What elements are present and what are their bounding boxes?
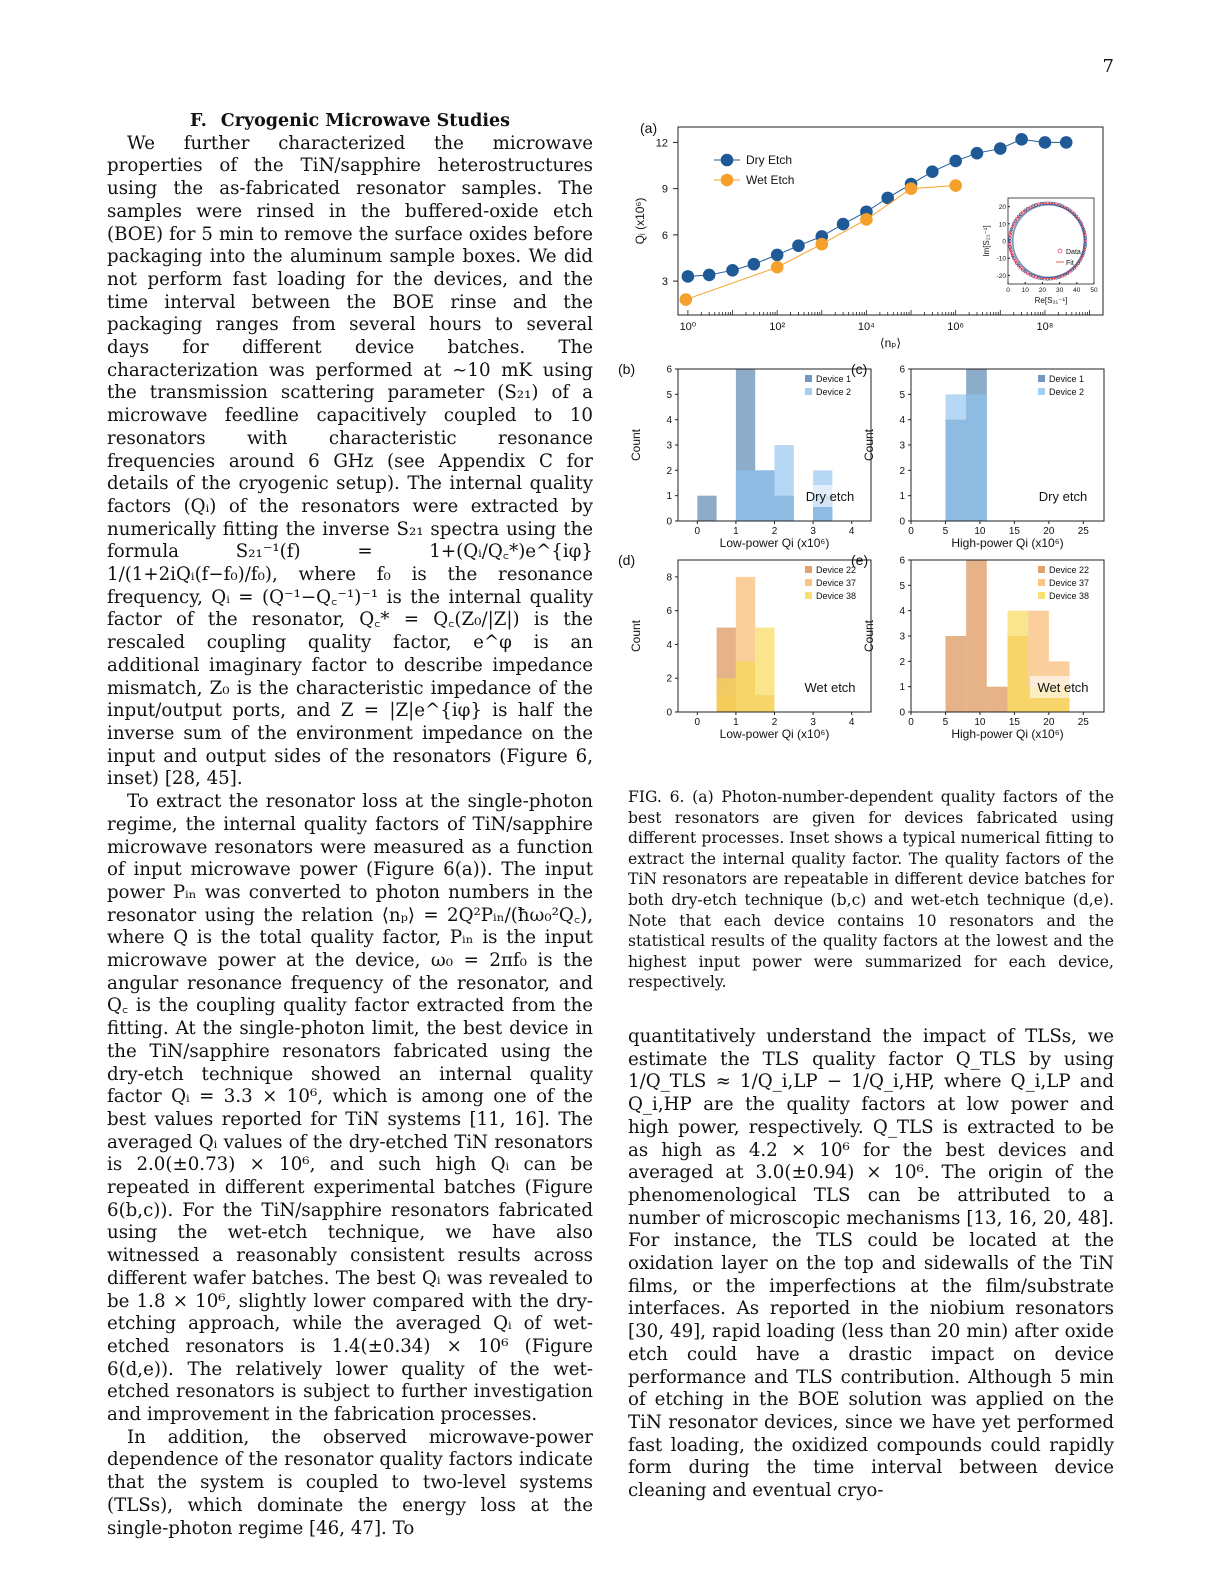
- tick-label: 10⁶: [947, 321, 965, 333]
- data-point: [1060, 136, 1073, 149]
- tick-label: 2: [666, 465, 672, 477]
- tick-label: 0: [908, 526, 914, 537]
- tick-label: -20: [996, 272, 1006, 280]
- tick-label: 5: [666, 389, 672, 401]
- legend-swatch: [1038, 592, 1045, 599]
- paragraph: In addition, the observed microwave-power dependence of the resonator quality factors indicate that the system is coupled to two-level systems (TLSs), which dominate the energy loss at the single-photon regime [46, 47]. To: [107, 1426, 593, 1539]
- tick-label: 2: [899, 656, 905, 668]
- data-point: [726, 264, 739, 277]
- panel-annotation: Wet etch: [804, 680, 856, 695]
- histogram-bar: [966, 560, 987, 712]
- histogram-bar: [736, 470, 755, 521]
- paragraph: We further characterized the microwave properties of the TiN/sapphire heterostructures using the as-fabricated resonator samples. The samples were rinsed in the buffered-oxide etch (BOE) for 5 min to remove the surface oxides before packaging into the aluminum sample boxes. We did not perform fast loading for the devices, and the time interval between the BOE rinse and the packaging ranges from several hours to several days for different device batches. The characterization was performed at ∼10 mK using the transmission scattering parameter (S₂₁) of a microwave feedline capacitively coupled to 10 resonators with characteristic resonance frequencies around 6 GHz (see Appendix C for details of the cryogenic setup). The internal quality factors (Qᵢ) of the resonators were extracted by numerically fitting the inverse S₂₁ spectra using the formula S₂₁⁻¹(f) = 1+(Qᵢ/Q꜀*)e^{iφ} 1/(1+2iQᵢ(f−f₀)/f₀), where f₀ is the resonance frequency, Qᵢ = (Q⁻¹−Q꜀⁻¹)⁻¹ is the internal quality factor of the resonator, Q꜀* = Q꜀(Z₀/|Z|) is the rescaled coupling quality factor, e^φ is an additional imaginary factor to describe impedance mismatch, Z₀ is the characteristic impedance of the input/output ports, and Z = |Z|e^{iφ} is half the inverse sum of the environment impedance on the input and output sides of the resonators (Figure 6, inset) [28, 45].: [107, 132, 593, 790]
- tick-label: 1: [899, 682, 905, 694]
- tick-label: 30: [1055, 287, 1064, 294]
- tick-label: 5: [899, 580, 905, 592]
- data-point: [703, 269, 716, 282]
- legend-swatch: [805, 566, 812, 573]
- right-column: [628, 1026, 1114, 1503]
- tick-label: 6: [666, 606, 672, 618]
- section-number: F.: [190, 111, 207, 131]
- y-axis-label: Count: [862, 428, 876, 462]
- legend-label: Device 38: [816, 591, 857, 601]
- tick-label: 6: [899, 555, 905, 567]
- tick-label: 1: [733, 717, 739, 728]
- tick-label: 4: [899, 415, 905, 427]
- tick-label: 3: [810, 717, 816, 728]
- histogram-bar: [945, 636, 966, 712]
- data-point: [905, 182, 918, 195]
- tick-label: 20: [1038, 287, 1047, 294]
- tick-label: 4: [899, 606, 905, 618]
- legend-label: Device 2: [1049, 387, 1085, 397]
- histogram-bar: [1008, 611, 1029, 712]
- series-wet-etch: [680, 173, 962, 306]
- data-point: [994, 142, 1007, 155]
- data-point: [1039, 136, 1052, 149]
- tick-label: 2: [771, 526, 778, 537]
- tick-label: 6: [661, 229, 668, 242]
- figure-6: [618, 115, 1114, 755]
- tick-label: 12: [655, 137, 668, 150]
- legend-marker: [721, 154, 734, 167]
- tick-label: 10: [974, 717, 986, 728]
- tick-label: 5: [899, 389, 905, 401]
- tick-label: 10⁴: [857, 321, 875, 333]
- data-point: [771, 261, 784, 274]
- panel-b: [618, 361, 871, 550]
- legend-swatch: [1038, 388, 1045, 395]
- tick-label: 25: [1077, 526, 1089, 537]
- tick-label: -10: [996, 255, 1006, 263]
- tick-label: 15: [1008, 717, 1020, 728]
- histogram-bar: [966, 394, 987, 521]
- tick-label: 15: [1008, 526, 1020, 537]
- tick-label: 10: [1021, 287, 1029, 294]
- legend-label: Device 1: [816, 374, 852, 384]
- x-axis-label: ⟨nₚ⟩: [879, 336, 902, 350]
- figure-caption: [628, 787, 1114, 993]
- tick-label: 3: [666, 440, 672, 452]
- data-point: [837, 218, 850, 231]
- left-column: [107, 110, 593, 1540]
- histogram-bar: [736, 661, 755, 712]
- tick-label: 50: [1090, 287, 1098, 294]
- legend-swatch: [805, 388, 812, 395]
- data-point: [860, 213, 873, 226]
- tick-label: 0: [1002, 238, 1006, 246]
- tick-label: 0: [694, 526, 701, 537]
- histogram-bar: [945, 394, 966, 521]
- tick-label: 3: [661, 276, 668, 289]
- panel-e: [848, 552, 1104, 741]
- data-point: [680, 293, 693, 306]
- panel-annotation: Dry etch: [805, 489, 855, 504]
- tick-label: 25: [1077, 717, 1089, 728]
- tick-label: 1: [899, 491, 905, 503]
- tick-label: 2: [666, 673, 672, 685]
- tick-label: 0: [899, 516, 905, 528]
- legend-swatch: [805, 579, 812, 586]
- tick-label: 10²: [769, 321, 786, 333]
- legend-swatch: [805, 375, 812, 382]
- tick-label: 10: [998, 221, 1006, 229]
- tick-label: 0: [908, 717, 914, 728]
- y-axis-label: Count: [629, 619, 643, 653]
- tick-label: 1: [666, 491, 672, 503]
- caption-text: FIG. 6. (a) Photon-number-dependent quality factors of the best resonators are given for devices fabricated using different processes. Inset shows a typical numerical fitting to extract the internal quality factor. The quality factors of the TiN resonators are repeatable in different device batches for both dry-etch technique (b,c) and wet-etch technique (d,e). Note that each device contains 10 resonators and the statistical results of the quality factors at the lowest and the highest input power were summarized for each device, respectively.: [628, 788, 1114, 992]
- tick-label: 20: [1043, 526, 1055, 537]
- tick-label: 6: [899, 364, 905, 376]
- tick-label: 10: [974, 526, 986, 537]
- tick-label: 6: [666, 364, 672, 376]
- legend-swatch: [1038, 566, 1045, 573]
- data-point: [1015, 133, 1028, 146]
- data-point: [815, 238, 828, 251]
- data-point: [792, 239, 805, 252]
- legend-label: Device 37: [816, 578, 857, 588]
- paragraph: quantitatively understand the impact of TLSs, we estimate the TLS quality factor Q_TLS by using 1/Q_TLS ≈ 1/Q_i,LP − 1/Q_i,HP, where Q_i,LP and Q_i,HP are the quality factors at low power and high power, respectively. Q_TLS is extracted to be as high as 4.2 × 10⁶ for the best devices and averaged at 3.0(±0.94) × 10⁶. The origin of the phenomenological TLS can be attributed to a number of microscopic mechanisms [13, 16, 20, 48]. For instance, the TLS could be located at the oxidation layer on the top and sidewalls of the TiN films, or the imperfections at the film/substrate interfaces. As reported in the niobium resonators [30, 49], rapid loading (less than 20 min) after oxide etch could have a drastic impact on device performance and TLS contribution. Although 5 min of etching in the BOE solution was applied on the TiN resonator devices, since we have yet performed fast loading, the oxidized compounds could rapidly form during the time interval between device cleaning and eventual cryo-: [628, 1026, 1114, 1502]
- data-point: [926, 165, 939, 178]
- legend-label: Device 37: [1049, 578, 1090, 588]
- tick-label: 0: [666, 707, 672, 719]
- tick-label: 3: [899, 440, 905, 452]
- panel-d: [618, 552, 871, 741]
- histogram-bar: [775, 445, 794, 521]
- tick-label: 4: [848, 526, 855, 537]
- data-point: [949, 179, 962, 192]
- tick-label: 5: [942, 526, 949, 537]
- inset-x-label: Re[S₂₁⁻¹]: [1034, 296, 1068, 305]
- tick-label: 5: [942, 717, 949, 728]
- tick-label: 2: [771, 717, 778, 728]
- inset-y-label: Im[S₂₁⁻¹]: [982, 225, 991, 257]
- data-point: [771, 249, 784, 262]
- tick-label: 4: [666, 415, 672, 427]
- legend-label: Device 1: [1049, 374, 1085, 384]
- panel-c: [848, 361, 1104, 550]
- section-heading: [107, 110, 593, 133]
- panel-label: (e): [851, 552, 869, 568]
- inset-legend-label: Fit: [1066, 260, 1074, 267]
- histogram-bar: [697, 496, 716, 521]
- legend-label: Device 2: [816, 387, 852, 397]
- x-axis-label: High-power Qi (x10⁶): [951, 727, 1064, 741]
- data-point: [971, 147, 984, 160]
- section-title: Cryogenic Microwave Studies: [220, 111, 510, 131]
- x-axis-label: High-power Qi (x10⁶): [951, 536, 1064, 550]
- legend-marker: [721, 174, 734, 187]
- tick-label: 10⁸: [1036, 321, 1054, 333]
- panel-label: (d): [618, 552, 636, 568]
- legend-swatch: [1038, 579, 1045, 586]
- tick-label: 3: [899, 631, 905, 643]
- x-axis-label: Low-power Qi (x10⁶): [719, 536, 830, 550]
- legend-label: Device 22: [816, 565, 857, 575]
- data-point: [682, 270, 695, 283]
- tick-label: 10⁰: [679, 321, 697, 333]
- histogram-bar: [987, 687, 1008, 712]
- legend-label: Dry Etch: [746, 153, 793, 167]
- paragraph: To extract the resonator loss at the single-photon regime, the internal quality factors of TiN/sapphire microwave resonators were measured as a function of input microwave power (Figure 6(a)). The input power Pᵢₙ was converted to photon numbers in the resonator using the relation ⟨nₚ⟩ = 2Q²Pᵢₙ/(ħω₀²Q꜀), where Q is the total quality factor, Pᵢₙ is the input microwave power at the device, ω₀ = 2πf₀ is the angular resonance frequency of the resonator, and Q꜀ is the coupling quality factor extracted from the fitting. At the single-photon limit, the best device in the TiN/sapphire resonators fabricated using the dry-etch technique showed an internal quality factor Qᵢ = 3.3 × 10⁶, which is among one of the best values reported for TiN systems [11, 16]. The averaged Qᵢ values of the dry-etched TiN resonators is 2.0(±0.73) × 10⁶, and such high Qᵢ can be repeated in different experimental batches (Figure 6(b,c)). For the TiN/sapphire resonators fabricated using the wet-etch technique, we have also witnessed a reasonably consistent results across different wafer batches. The best Qᵢ was revealed to be 1.8 × 10⁶, slightly lower compared with the dry-etching approach, while the averaged Qᵢ of wet-etched resonators is 1.4(±0.34) × 10⁶ (Figure 6(d,e)). The relatively lower quality of the wet-etched resonators is subject to further investigation and improvement in the fabrication processes.: [107, 791, 593, 1426]
- tick-label: 40: [1073, 287, 1081, 294]
- data-point: [949, 155, 962, 168]
- data-point: [748, 258, 761, 271]
- panel-label: (a): [640, 120, 658, 136]
- panel-annotation: Dry etch: [1038, 489, 1088, 504]
- legend-swatch: [1038, 375, 1045, 382]
- y-axis-label: Count: [862, 619, 876, 653]
- y-axis-label: Count: [629, 428, 643, 462]
- legend-label: Device 38: [1049, 591, 1090, 601]
- tick-label: 0: [899, 707, 905, 719]
- tick-label: 8: [666, 572, 672, 584]
- tick-label: 3: [810, 526, 816, 537]
- histogram-bar: [755, 470, 774, 521]
- page-number: 7: [1102, 56, 1114, 77]
- histogram-bar: [717, 678, 736, 712]
- panel-label: (b): [618, 361, 636, 377]
- legend-label: Wet Etch: [746, 173, 795, 187]
- tick-label: 20: [1043, 717, 1055, 728]
- tick-label: 9: [661, 183, 668, 196]
- tick-label: 20: [998, 204, 1006, 212]
- legend-label: Device 22: [1049, 565, 1090, 575]
- tick-label: 1: [733, 526, 739, 537]
- tick-label: 0: [666, 516, 672, 528]
- histogram-bar: [755, 628, 774, 712]
- panel-label: (c): [851, 361, 868, 377]
- tick-label: 0: [694, 717, 701, 728]
- tick-label: 4: [848, 717, 855, 728]
- y-axis-label: Qᵢ (x10⁶): [633, 197, 647, 245]
- panel-annotation: Wet etch: [1037, 680, 1089, 695]
- legend-swatch: [805, 592, 812, 599]
- inset-legend-label: Data: [1066, 249, 1081, 256]
- tick-label: 0: [1006, 287, 1010, 294]
- inset-frame: [1008, 198, 1094, 284]
- tick-label: 2: [899, 465, 905, 477]
- x-axis-label: Low-power Qi (x10⁶): [719, 727, 830, 741]
- tick-label: 4: [666, 639, 672, 651]
